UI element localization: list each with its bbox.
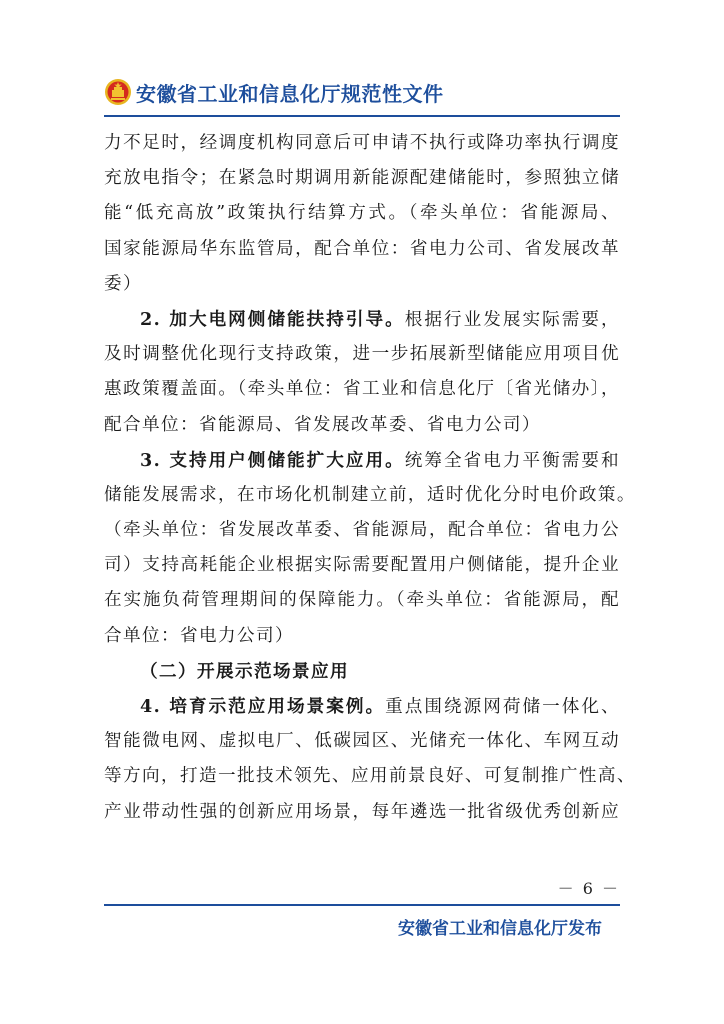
body-line: 委） (104, 273, 142, 294)
body-line: 等方向，打造一批技术领先、应用前景良好、可复制推广性高、 (104, 766, 636, 787)
body-line: 智能微电网、虚拟电厂、低碳园区、光储充一体化、车网互动 (104, 731, 620, 752)
section-item-4: 4. 培育示范应用场景案例。重点围绕源网荷储一体化、 (140, 696, 621, 717)
item-heading: 4. 培育示范应用场景案例。 (140, 696, 386, 717)
body-line: 配合单位：省能源局、省发展改革委、省电力公司） (104, 414, 541, 435)
body-line: 充放电指令；在紧急时期调用新能源配建储能时，参照独立储 (104, 168, 620, 189)
footer-divider (104, 904, 620, 906)
item-heading: 3. 支持用户侧储能扩大应用。 (140, 449, 405, 471)
body-line: （牵头单位：省发展改革委、省能源局，配合单位：省电力公 (104, 520, 620, 541)
body-line: 惠政策覆盖面。（牵头单位：省工业和信息化厅〔省光储办〕， (104, 379, 620, 400)
document-header (104, 76, 620, 116)
header-title: 安徽省工业和信息化厅规范性文件 (136, 82, 444, 106)
section-item-3: 3. 支持用户侧储能扩大应用。统筹全省电力平衡需要和 (140, 449, 620, 471)
body-line: 在实施负荷管理期间的保障能力。（牵头单位：省能源局，配 (104, 590, 620, 611)
national-emblem-icon (104, 78, 132, 106)
body-line: 能“低充高放”政策执行结算方式。（牵头单位：省能源局、 (104, 203, 620, 224)
body-line: 国家能源局华东监管局，配合单位：省电力公司、省发展改革 (104, 238, 620, 259)
publisher-footer: 安徽省工业和信息化厅发布 (398, 919, 602, 939)
body-line: 储能发展需求，在市场化机制建立前，适时优化分时电价政策。 (104, 484, 636, 505)
body-line: 力不足时，经调度机构同意后可申请不执行或降功率执行调度 (104, 133, 620, 153)
section-item-2: 2. 加大电网侧储能扶持引导。根据行业发展实际需要， (140, 308, 620, 330)
section-subheading: （二）开展示范场景应用 (140, 660, 349, 682)
page-number: － 6 － (557, 879, 620, 898)
header-divider (104, 115, 620, 117)
body-line: 产业带动性强的创新应用场景，每年遴选一批省级优秀创新应 (104, 801, 620, 822)
body-line: 司）支持高耗能企业根据实际需要配置用户侧储能，提升企业 (104, 555, 620, 576)
body-line: 合单位：省电力公司） (104, 625, 294, 646)
document-body (104, 126, 636, 830)
item-heading: 2. 加大电网侧储能扶持引导。 (140, 308, 405, 330)
body-line: 及时调整优化现行支持政策，进一步拓展新型储能应用项目优 (104, 344, 620, 365)
